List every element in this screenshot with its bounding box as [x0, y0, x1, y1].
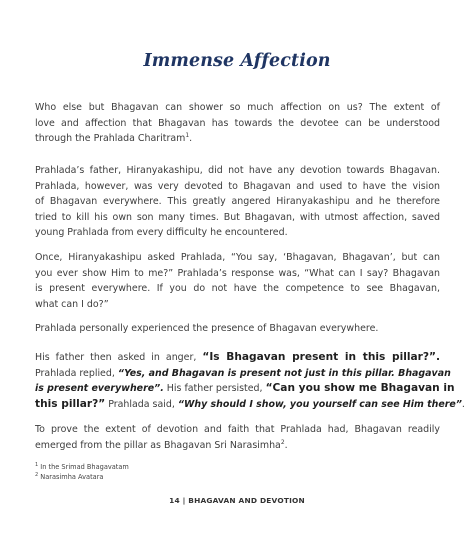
footnote-ref: 1	[185, 132, 190, 140]
paragraph-line: what can I do?”	[35, 298, 109, 310]
paragraph-line	[35, 350, 440, 366]
paragraph-line	[35, 438, 440, 454]
paragraph-2	[35, 163, 440, 241]
footnote-text: In the Srimad Bhagavatam	[38, 463, 129, 471]
footnote-text: Narasimha Avatara	[38, 473, 104, 482]
paragraph-line	[35, 366, 451, 382]
footnotes	[35, 462, 129, 483]
paragraph-text: emerged from the pillar as Bhagavan Sri Narasimha	[35, 439, 281, 451]
paragraph-4	[35, 321, 440, 337]
paragraph-text: .	[284, 439, 288, 451]
paragraph-line: Prahlada personally experienced the presence of Bhagavan everywhere.	[35, 323, 379, 334]
paragraph-5	[35, 350, 465, 412]
paragraph-text: Prahlada said,	[105, 398, 178, 410]
paragraph-1	[35, 100, 440, 147]
paragraph-line: of Bhagavan everywhere. This greatly angered Hiranyakashipu and he therefore	[35, 196, 440, 208]
emphasis-quote: “Can you show me Bhagavan in	[265, 382, 455, 395]
paragraph-line	[35, 381, 455, 397]
emphasis-quote: this pillar?”	[35, 397, 106, 410]
paragraph-line: Prahlada, however, was very devoted to Bhagavan and used to have the vision	[35, 180, 440, 192]
paragraph-3	[35, 250, 440, 312]
paragraph-line	[35, 397, 465, 413]
paragraph-text: His father persisted,	[163, 383, 266, 395]
emphasis-quote: is present everywhere”.	[35, 383, 164, 395]
paragraph-text: His father then asked in anger,	[35, 352, 203, 363]
emphasis-quote: “Yes, and Bhagavan is present not just in this pillar. Bhagavan	[117, 367, 451, 379]
paragraph-6	[35, 422, 440, 453]
paragraph-line: love and affection that Bhagavan has towards the devotee can be understood	[35, 117, 440, 129]
footnote-mark: 2	[35, 472, 39, 479]
paragraph-text: Prahlada replied,	[35, 367, 118, 379]
footnote	[35, 462, 129, 472]
paragraph-text: through the Prahlada Charitram	[35, 133, 186, 145]
footnote-ref: 2	[280, 438, 285, 446]
paragraph-text: .	[461, 398, 465, 410]
paragraph-line	[35, 131, 440, 147]
footnote	[35, 472, 129, 482]
footnote-mark: 1	[35, 461, 39, 468]
emphasis-quote: “Why should I show, you yourself can see Him there”	[177, 398, 462, 410]
paragraph-line: Prahlada’s father, Hiranyakashipu, did not have any devotion towards Bhagavan.	[35, 165, 440, 176]
paragraph-line: young Prahlada from every difficulty he encountered.	[35, 227, 288, 239]
page-title: Immense Affection	[143, 51, 331, 71]
paragraph-line: To prove the extent of devotion and faith that Prahlada had, Bhagavan readily	[35, 424, 440, 435]
paragraph-text: .	[189, 133, 193, 145]
page-folio: 14 | BHAGAVAN AND DEVOTION	[169, 496, 305, 505]
emphasis-quote: “Is Bhagavan present in this pillar?”.	[202, 351, 441, 363]
paragraph-line: is present everywhere. If you do not have the competence to see Bhagavan,	[35, 283, 440, 295]
paragraph-line: Once, Hiranyakashipu asked Prahlada, “You say, ‘Bhagavan, Bhagavan’, but can	[35, 252, 440, 263]
paragraph-line: Who else but Bhagavan can shower so much affection on us? The extent of	[35, 102, 440, 113]
paragraph-line: tried to kill his own son many times. But Bhagavan, with utmost affection, saved	[35, 211, 440, 223]
paragraph-line: you ever show Him to me?” Prahlada’s response was, “What can I say? Bhagavan	[35, 267, 440, 279]
